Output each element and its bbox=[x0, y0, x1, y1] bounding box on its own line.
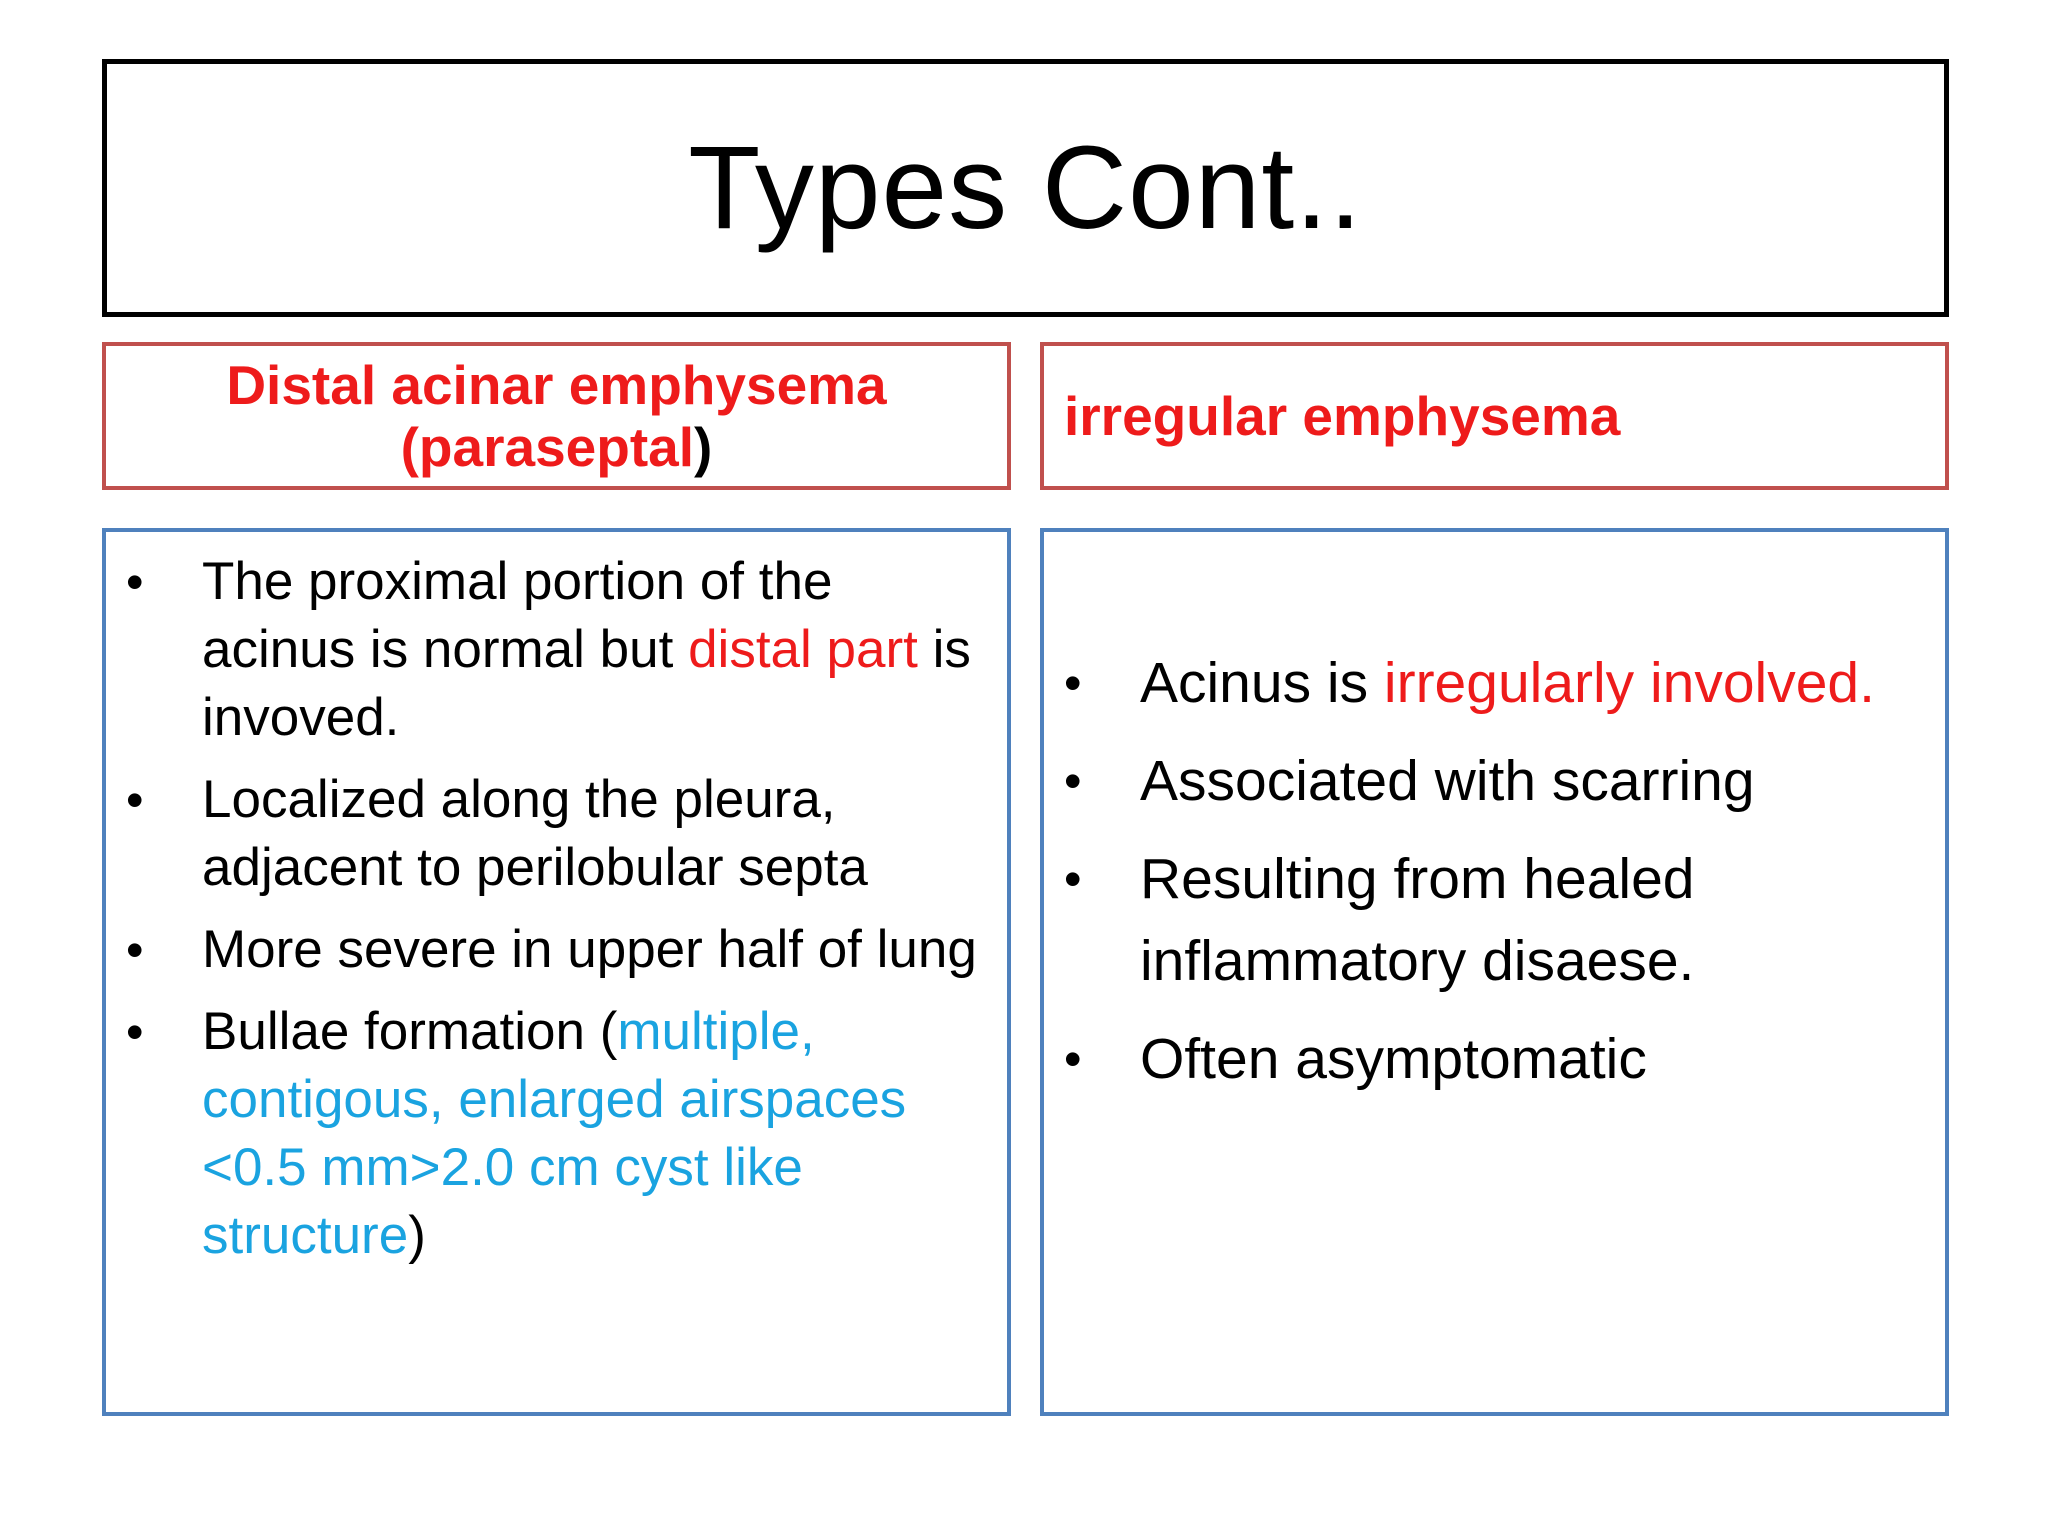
right-bullet-list bbox=[1064, 642, 1934, 1116]
left-body-box bbox=[102, 528, 1011, 1416]
right-bullet-1-text: Acinus is bbox=[1140, 651, 1384, 715]
right-bullet-2 bbox=[1064, 740, 1934, 822]
bullet-icon: • bbox=[1064, 851, 1082, 907]
bullet-icon: • bbox=[126, 772, 144, 828]
bullet-icon: • bbox=[126, 1004, 144, 1060]
left-bullet-list bbox=[126, 548, 996, 1284]
right-body-box bbox=[1040, 528, 1949, 1416]
left-bullet-2-text: Localized along the pleura, adjacent to perilobular septa bbox=[202, 770, 868, 897]
bullet-icon: • bbox=[1064, 655, 1082, 711]
left-bullet-4-text: Bullae formation ( bbox=[202, 1002, 618, 1061]
right-bullet-1 bbox=[1064, 642, 1934, 724]
left-bullet-4-end: ) bbox=[408, 1206, 426, 1265]
right-bullet-1-highlight: irregularly involved. bbox=[1383, 651, 1875, 715]
left-heading bbox=[226, 354, 886, 478]
left-bullet-3 bbox=[126, 916, 996, 984]
left-heading-box bbox=[102, 342, 1011, 490]
left-heading-close-paren: ) bbox=[694, 416, 713, 478]
right-bullet-3-text: Resulting from healed inflammatory disaese. bbox=[1140, 847, 1695, 993]
right-bullet-4 bbox=[1064, 1018, 1934, 1100]
left-bullet-4 bbox=[126, 998, 996, 1270]
left-bullet-1-end: is invoved. bbox=[202, 620, 971, 747]
title-box bbox=[102, 59, 1949, 317]
right-bullet-3 bbox=[1064, 838, 1934, 1002]
left-heading-line1: Distal acinar emphysema bbox=[226, 354, 887, 416]
slide-title: Types Cont.. bbox=[688, 122, 1363, 254]
right-bullet-2-text: Associated with scarring bbox=[1140, 749, 1755, 813]
bullet-icon: • bbox=[1064, 1031, 1082, 1087]
left-bullet-1-text: The proximal portion of the acinus is normal but bbox=[202, 552, 833, 679]
bullet-icon: • bbox=[1064, 753, 1082, 809]
bullet-icon: • bbox=[126, 922, 144, 978]
left-bullet-1-highlight: distal part bbox=[688, 620, 918, 679]
left-bullet-1 bbox=[126, 548, 996, 752]
right-heading: irregular emphysema bbox=[1064, 385, 1621, 447]
left-bullet-4-highlight: multiple, contigous, enlarged airspaces <0.5 mm>2.0 cm cyst like structure bbox=[202, 1002, 907, 1265]
right-bullet-4-text: Often asymptomatic bbox=[1140, 1027, 1647, 1091]
right-heading-box bbox=[1040, 342, 1949, 490]
bullet-icon: • bbox=[126, 554, 144, 610]
left-bullet-3-text: More severe in upper half of lung bbox=[202, 920, 977, 979]
left-heading-paren-text: (paraseptal bbox=[400, 416, 695, 478]
left-bullet-2 bbox=[126, 766, 996, 902]
